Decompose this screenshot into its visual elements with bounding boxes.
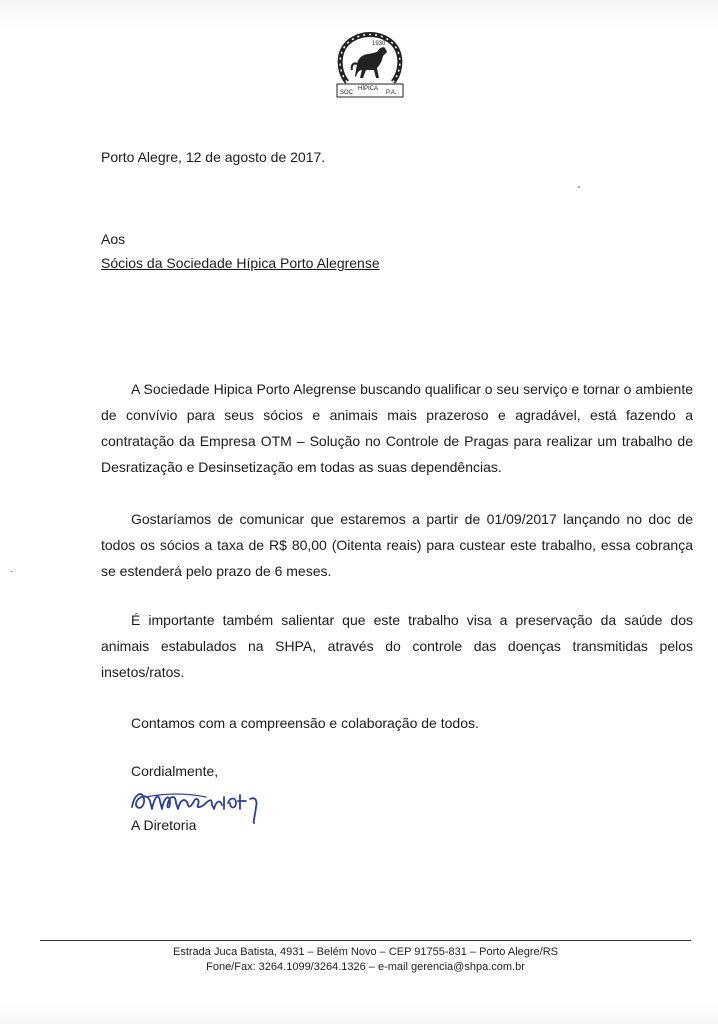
logo-text-left: SOC <box>340 90 354 96</box>
salutation: Aos <box>101 231 126 247</box>
recipient-name: Sócios da Sociedade Hípica Porto Alegrense <box>101 255 380 271</box>
footer-divider <box>40 940 691 941</box>
footer-address: Estrada Juca Batista, 4931 – Belém Novo – CEP 91755-831 – Porto Alegre/RS <box>172 946 559 958</box>
society-logo-emblem <box>333 30 407 100</box>
body-paragraph-4: Contamos com a compreensão e colaboração de todos. <box>131 715 479 731</box>
recipient-block <box>101 227 380 275</box>
letter-date: Porto Alegre, 12 de agosto de 2017. <box>101 149 326 165</box>
body-paragraph-2: Gostaríamos de comunicar que estaremos a partir de 01/09/2017 lançando no doc de todos os sócios a taxa de R$ 80,00 (Oitenta reais) para custear este trabalho, essa cobrança se estenderá pelo prazo de 6 meses. <box>101 511 693 579</box>
scan-speck <box>578 186 580 188</box>
body-paragraph-1: A Sociedade Hipica Porto Alegrense buscando qualificar o seu serviço e tornar o ambiente de convívio para seus sócios e animais mais prazeroso e agradável, está fazendo a contratação da Empresa OTM – Solução no Controle de Pragas para realizar um trabalho de Desratização e Desinsetização em todas as suas dependências. <box>101 381 693 475</box>
logo-text-band: HÍPICA <box>358 86 379 92</box>
closing-phrase: Cordialmente, <box>131 763 219 779</box>
signatory: A Diretoria <box>131 817 197 833</box>
footer-contact: Fone/Fax: 3264.1099/3264.1326 – e-mail gerencia@shpa.com.br <box>206 961 525 973</box>
logo-text-right: P.A. <box>386 90 397 96</box>
scan-speck <box>10 571 13 572</box>
logo-year: 1930 <box>372 41 386 47</box>
body-paragraph-3: É importante também salientar que este trabalho visa a preservação da saúde dos animais estabulados na SHPA, através do controle das doenças transmitidas pelos insetos/ratos. <box>101 612 693 680</box>
letterhead-footer <box>40 945 691 975</box>
horse-icon <box>352 47 387 78</box>
